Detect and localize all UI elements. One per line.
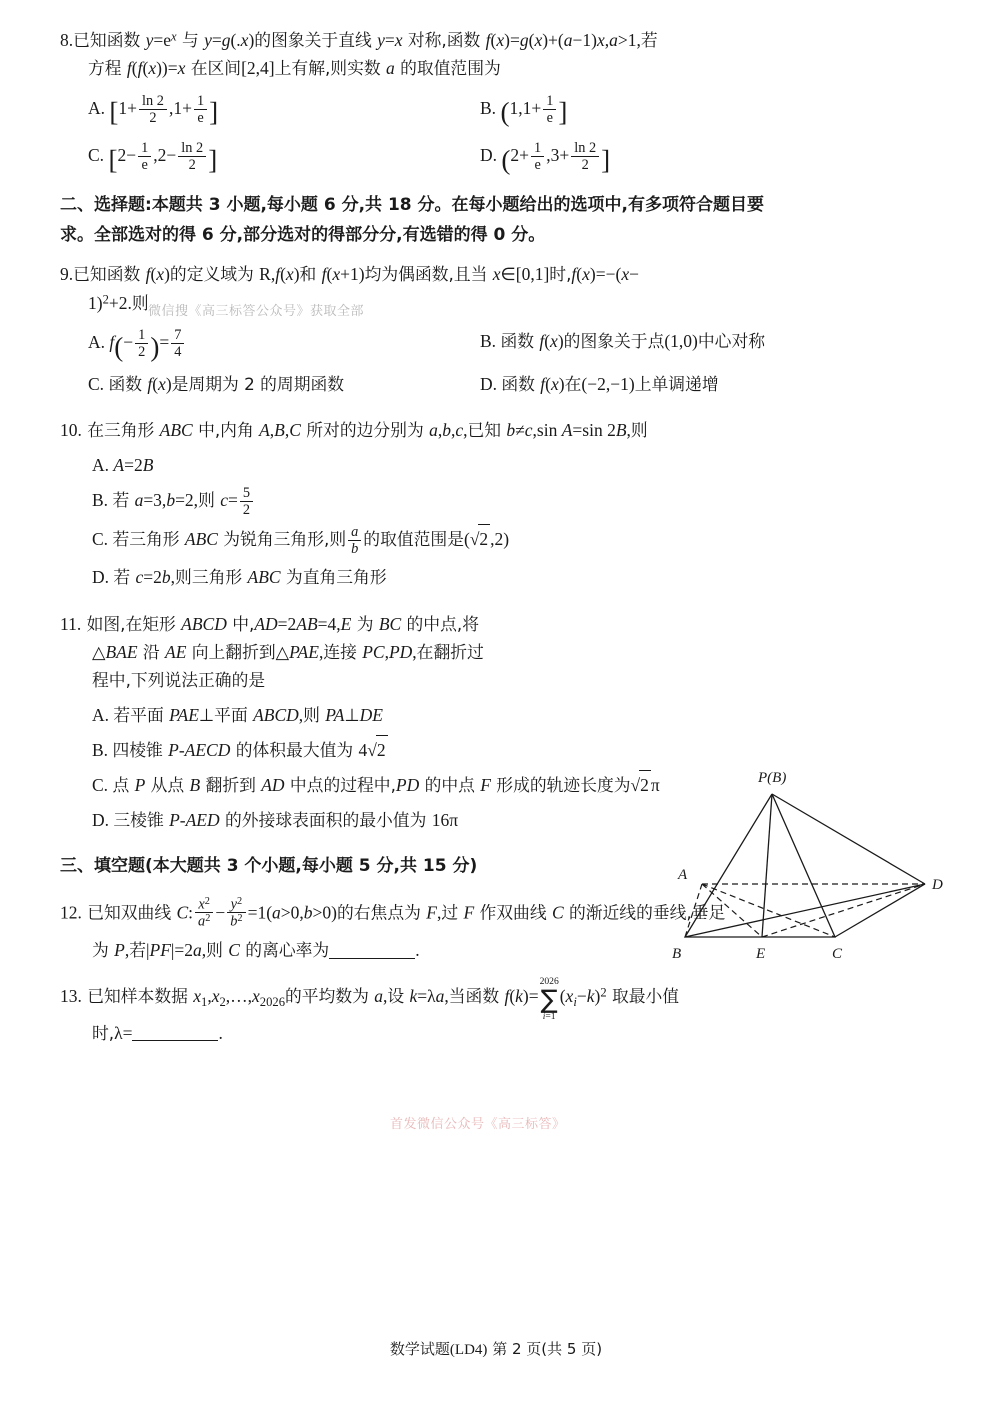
question-11-option-d[interactable]: D. 三棱锥 P-AED 的外接球表面积的最小值为 16π bbox=[92, 809, 459, 830]
answer-blank-13[interactable] bbox=[132, 1023, 218, 1042]
question-10-option-b[interactable]: B. 若 a=3,b=2,则 c= $\frac{5}{2}$ bbox=[60, 485, 940, 518]
figure-svg bbox=[640, 762, 970, 982]
question-11-option-c[interactable]: C. 点 P 从点 B 翻折到 AD 中点的过程中,PD 的中点 F 形成的轨迹长度为√2 π bbox=[60, 770, 660, 799]
question-8-option-c[interactable]: C. [2− $\frac{1}{e}$ ,2− $\frac{\ln 2}{2}$ ] bbox=[88, 139, 218, 175]
question-9-option-b[interactable]: B. 函数 f(x)的图象关于点(1,0)中心对称 bbox=[480, 331, 766, 352]
question-8-option-d[interactable]: D. (2+ $\frac{1}{e}$ ,3+ $\frac{\ln 2}{2}$ ] bbox=[480, 139, 611, 175]
question-8-number: 8. bbox=[60, 30, 74, 50]
figure-label-d: D bbox=[932, 877, 943, 893]
question-13-number: 13. bbox=[60, 986, 82, 1007]
footer-code: (LD4) bbox=[449, 1342, 488, 1358]
question-9 bbox=[60, 260, 940, 398]
section-2-line-2 bbox=[60, 221, 940, 251]
question-9-options-row-2 bbox=[60, 370, 940, 398]
question-9-options-row-1 bbox=[60, 327, 940, 360]
figure-label-c: C bbox=[832, 946, 843, 962]
question-11-option-b[interactable]: B. 四棱锥 P-AECD 的体积最大值为 4√2 bbox=[60, 735, 660, 764]
question-9-number: 9. bbox=[60, 264, 74, 285]
question-12-number: 12. bbox=[60, 902, 82, 923]
question-8-options-row-1 bbox=[60, 93, 940, 126]
question-9-option-c[interactable]: C. 函数 f(x)是周期为 2 的周期函数 bbox=[88, 374, 345, 395]
question-11 bbox=[60, 610, 660, 834]
section-3-title: 三、填空题 bbox=[60, 855, 145, 876]
question-8-option-b[interactable]: B. (1,1+ $\frac{1}{e}$ ] bbox=[480, 92, 568, 128]
question-8 bbox=[60, 26, 940, 173]
question-9-line-2: 1)$^2$+2.则 bbox=[88, 292, 149, 313]
question-10-option-c[interactable]: C. 若三角形 ABC 为锐角三角形,则 $\frac{a}{b}$ 的取值范围是(√2 ,2) bbox=[92, 524, 510, 558]
figure-label-e: E bbox=[756, 946, 766, 962]
figure-label-p: P(B) bbox=[758, 770, 787, 786]
question-9-line-1: 9.已知函数 f(x)的定义域为 R,f(x)和 f(x+1)均为偶函数,且当 x∈[0,1]时,f(x)=−(x− bbox=[60, 264, 639, 285]
question-12-line-2: 为 P,若|PF|=2a,则 C 的离心率为 . bbox=[92, 940, 420, 961]
question-10-option-a[interactable]: A. A=2B bbox=[92, 454, 154, 475]
question-8-line-1: 8.已知函数 $y=e^x$ 与 y=g(.x)的图象关于直线 y=x 对称,函数 f(x)=g(x)+(a−1)x,a>1,若 bbox=[60, 29, 658, 50]
section-2-text: 本题共 3 小题,每小题 6 分,共 18 分。在每小题给出的选项中,有多项符合题目要 bbox=[151, 194, 765, 215]
section-2-heading bbox=[60, 191, 940, 251]
question-10 bbox=[60, 416, 940, 591]
watermark-red: 首发微信公众号《高三标答》 bbox=[390, 1117, 566, 1132]
question-8-option-a[interactable]: A. [1+ $\frac{\ln 2}{2}$ ,1+ $\frac{1}{e}$ ] bbox=[88, 92, 219, 128]
question-10-option-d[interactable]: D. 若 c=2b,则三角形 ABC 为直角三角形 bbox=[92, 567, 387, 588]
page-footer bbox=[0, 1338, 992, 1359]
footer-page: 第 2 页(共 5 页) bbox=[492, 1340, 603, 1358]
question-12-line-1: 12. 已知双曲线 C: $\frac{x^2}{a^2}$ − $\frac{y^2}{b^2}$ =1(a>0,b>0)的右焦点为 F,过 F 作双曲线 C 的渐近线的垂线,垂足 bbox=[60, 895, 726, 931]
question-8-options-row-2 bbox=[60, 140, 940, 173]
section-3-text: (本大题共 3 个小题,每小题 5 分,共 15 分) bbox=[145, 855, 478, 876]
watermark-gray: 微信搜《高三标答公众号》获取全部 bbox=[148, 304, 365, 319]
question-8-line-2: 方程 f(f(x))=x 在区间[2,4]上有解,则实数 a 的取值范围为 bbox=[88, 58, 501, 79]
question-9-option-a[interactable]: A. f(− $\frac{1}{2}$ )= $\frac{7}{4}$ bbox=[60, 327, 480, 360]
question-11-option-a[interactable]: A. 若平面 PAE⊥平面 ABCD,则 PA⊥DE bbox=[92, 704, 383, 725]
question-11-line-3: 程中,下列说法正确的是 bbox=[92, 670, 266, 691]
question-13-line-2: 时,λ= . bbox=[92, 1022, 223, 1043]
question-11-figure bbox=[640, 762, 970, 982]
section-2-line-1 bbox=[60, 191, 940, 221]
question-10-number: 10. bbox=[60, 420, 82, 441]
question-11-line-1: 11. 如图,在矩形 ABCD 中,AD=2AB=4,E 为 BC 的中点,将 bbox=[60, 613, 479, 634]
question-11-line-2: △BAE 沿 AE 向上翻折到△PAE,连接 PC,PD,在翻折过 bbox=[92, 641, 484, 662]
footer-subject: 数学试题 bbox=[389, 1340, 450, 1358]
question-13 bbox=[60, 975, 940, 1047]
figure-label-b: B bbox=[672, 946, 682, 962]
question-9-option-d[interactable]: D. 函数 f(x)在(−2,−1)上单调递增 bbox=[480, 374, 719, 395]
question-10-line-1: 10. 在三角形 ABC 中,内角 A,B,C 所对的边分别为 a,b,c,已知 b≠c,sin A=sin 2B,则 bbox=[60, 420, 648, 441]
question-13-line-1: 13. 已知样本数据 $x_1,x_2,\dots,x_{2026}$的平均数为 a,设 k=λa,当函数 f(k)= 2026 ∑ i=1 $(x_i-k)^2$ 取最小值 bbox=[60, 975, 680, 1022]
section-2-title: 二、选择题: bbox=[60, 194, 152, 215]
section-2-text-2: 求。全部选对的得 6 分,部分选对的得部分分,有选错的得 0 分。 bbox=[60, 224, 546, 245]
figure-label-a: A bbox=[678, 867, 688, 883]
answer-blank-12[interactable] bbox=[329, 940, 415, 959]
question-11-number: 11. bbox=[60, 613, 82, 634]
